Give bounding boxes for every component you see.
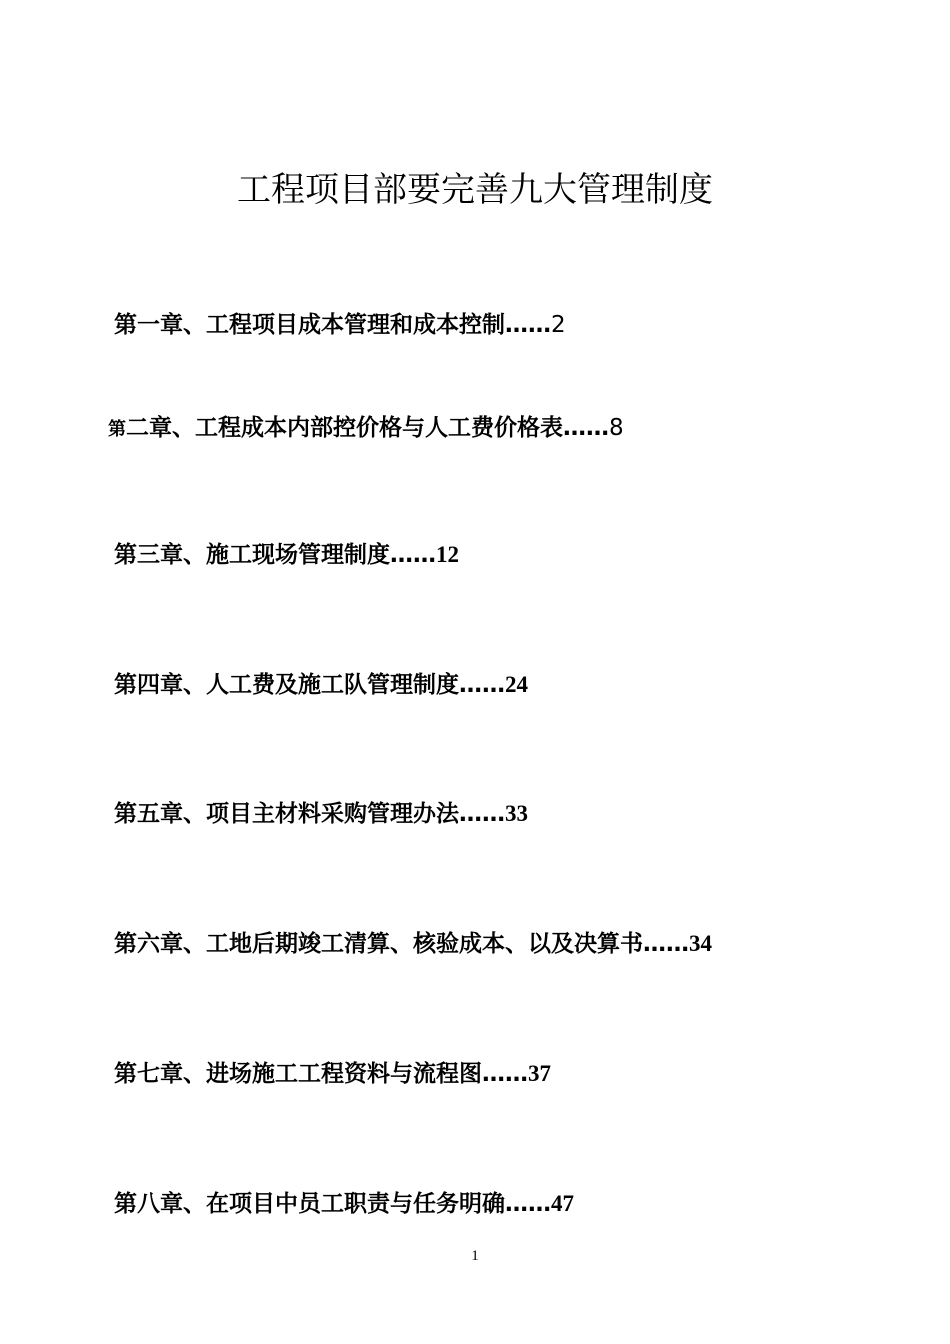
toc-entry-text: 第四章、人工费及施工队管理制度…… xyxy=(114,672,505,698)
toc-page-number: 24 xyxy=(505,672,528,697)
toc-entry-text: 第八章、在项目中员工职责与任务明确…… xyxy=(114,1191,551,1217)
toc-entry-chapter-6 xyxy=(114,927,712,961)
toc-entry-chapter-4 xyxy=(114,668,528,702)
toc-entry-text: 二章、工程成本内部控价格与人工费价格表…… xyxy=(126,415,609,441)
toc-page-number: 47 xyxy=(551,1191,574,1216)
toc-entry-text: 第六章、工地后期竣工清算、核验成本、以及决算书…… xyxy=(114,931,689,957)
toc-entry-text: 第五章、项目主材料采购管理办法…… xyxy=(114,801,505,827)
toc-page-number: 37 xyxy=(528,1061,551,1086)
toc-entry-text: 第一章、工程项目成本管理和成本控制…… xyxy=(114,312,551,338)
toc-entry-chapter-8 xyxy=(114,1187,574,1221)
toc-page-number: 12 xyxy=(436,542,459,567)
toc-page-number: 2 xyxy=(551,312,566,338)
toc-page-number: 8 xyxy=(609,415,624,441)
toc-entry-text: 第三章、施工现场管理制度…… xyxy=(114,542,436,568)
toc-entry-chapter-7 xyxy=(114,1057,551,1091)
toc-entry-text: 第七章、进场施工工程资料与流程图…… xyxy=(114,1061,528,1087)
toc-entry-lead: 第 xyxy=(108,419,126,440)
toc-page-number: 33 xyxy=(505,801,528,826)
toc-entry-chapter-3 xyxy=(114,538,459,572)
page-number: 1 xyxy=(471,1248,479,1264)
document-title: 工程项目部要完善九大管理制度 xyxy=(237,170,713,210)
toc-page-number: 34 xyxy=(689,931,712,956)
toc-entry-chapter-5 xyxy=(114,797,528,831)
toc-entry-chapter-2 xyxy=(108,411,624,447)
toc-entry-chapter-1 xyxy=(114,308,566,342)
